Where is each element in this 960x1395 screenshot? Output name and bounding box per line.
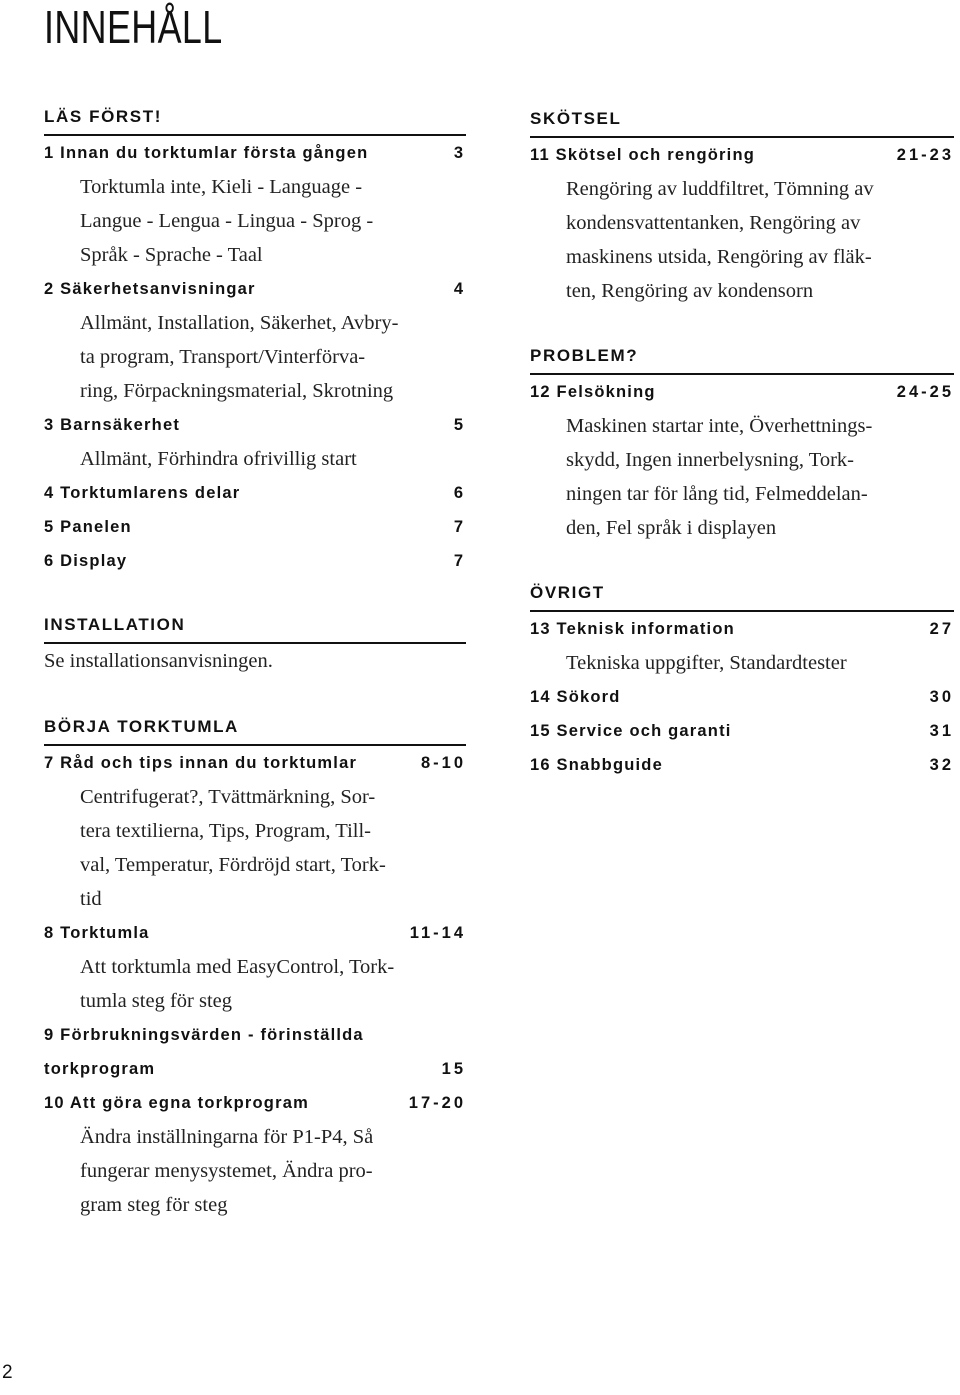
description-line: Tekniska uppgifter, Standardtester [566,652,847,674]
section-heading: ÖVRIGT [530,576,954,612]
toc-entry [44,1086,466,1120]
description-line: ten, Rengöring av kondensorn [566,280,814,302]
description-line: val, Temperatur, Fördröjd start, Tork- [80,854,386,876]
section-heading: BÖRJA TORKTUMLA [44,710,466,746]
toc-entry-title: 6 Display [44,552,128,570]
description-line: fungerar menysystemet, Ändra pro- [80,1160,373,1182]
toc-entry-page: 6 [453,484,466,502]
toc-entries [44,136,466,578]
toc-entry-title: 1 Innan du torktumlar första gången [44,144,369,162]
description-line: Torktumla inte, Kieli - Language - [80,176,363,198]
toc-entry [44,1052,466,1086]
toc-entry [530,612,954,646]
section-heading: PROBLEM? [530,339,954,375]
section-skotsel [530,102,954,308]
toc-entry-page: 7 [453,518,466,536]
page-title: INNEHÅLL [44,1,223,53]
toc-entry-title: 9 Förbrukningsvärden - förinställda [44,1026,364,1044]
toc-entries [530,138,954,308]
toc-entry-page: 24-25 [896,383,954,401]
toc-entry-page: 21-23 [896,146,954,164]
toc-entry-title: 2 Säkerhetsanvisningar [44,280,256,298]
toc-entry-title: 5 Panelen [44,518,132,536]
toc-entry-page: 11-14 [409,924,466,942]
description-line: maskinens utsida, Rengöring av fläk- [566,246,872,268]
toc-entry [44,272,466,306]
toc-entry-description [44,950,466,1018]
toc-entry-title: 8 Torktumla [44,924,150,942]
description-line: gram steg för steg [80,1194,228,1216]
description-line: Allmänt, Förhindra ofrivillig start [80,448,357,470]
toc-entry [44,1018,466,1052]
toc-entry [44,916,466,950]
section-installation [44,608,466,678]
toc-entry-page: 4 [453,280,466,298]
toc-entry [44,544,466,578]
toc-entry [44,746,466,780]
description-line: skydd, Ingen innerbelysning, Tork- [566,449,854,471]
description-line: den, Fel språk i displayen [566,517,777,539]
description-line: Centrifugerat?, Tvättmärkning, Sor- [80,786,376,808]
toc-entry-description [530,172,954,308]
description-line: Att torktumla med EasyControl, Tork- [80,956,395,978]
toc-entry-description [44,442,466,476]
section-heading: LÄS FÖRST! [44,100,466,136]
installation-note: Se installationsanvisningen. [44,650,273,672]
description-line: Langue - Lengua - Lingua - Sprog - [80,210,374,232]
description-line: Ändra inställningarna för P1-P4, Så [80,1126,374,1148]
toc-entry-title: 16 Snabbguide [530,756,663,774]
toc-entry-description [530,646,954,680]
toc-entry [530,748,954,782]
toc-entry-page: 8-10 [420,754,466,772]
toc-entry-description [44,1120,466,1222]
toc-entry-title: 4 Torktumlarens delar [44,484,241,502]
description-line: tid [80,888,102,910]
toc-entry [530,714,954,748]
toc-entry-page: 7 [453,552,466,570]
toc-entry [44,408,466,442]
toc-entry-description [530,409,954,545]
toc-entries [44,746,466,1222]
toc-entry [530,680,954,714]
toc-entry [44,510,466,544]
section-problem [530,339,954,545]
description-line: tumla steg för steg [80,990,233,1012]
toc-entry-description [44,780,466,916]
description-line: Maskinen startar inte, Överhettnings- [566,415,873,437]
description-line: kondensvattentanken, Rengöring av [566,212,861,234]
toc-entry [44,136,466,170]
toc-entries [530,612,954,782]
toc-entry [44,476,466,510]
toc-entry-title: 14 Sökord [530,688,621,706]
section-heading: SKÖTSEL [530,102,954,138]
toc-entry-page: 32 [929,756,954,774]
toc-entry-title: 13 Teknisk information [530,620,735,638]
toc-entry-title: 3 Barnsäkerhet [44,416,181,434]
section-heading: INSTALLATION [44,608,466,644]
page-number: 2 [2,1362,13,1383]
toc-entry-title: 11 Skötsel och rengöring [530,146,756,164]
description-line: ningen tar för lång tid, Felmeddelan- [566,483,868,505]
toc-entry-title: 10 Att göra egna torkprogram [44,1094,309,1112]
description-line: Språk - Sprache - Taal [80,244,263,266]
section-las-forst [44,100,466,578]
toc-entry-page: 15 [441,1060,466,1078]
toc-entry [530,375,954,409]
description-line: Allmänt, Installation, Säkerhet, Avbry- [80,312,399,334]
toc-entry-title: 7 Råd och tips innan du torktumlar [44,754,358,772]
toc-entry-page: 17-20 [408,1094,466,1112]
toc-entry-title: 12 Felsökning [530,383,656,401]
toc-entries [530,375,954,545]
toc-entry [530,138,954,172]
toc-entry-description [44,170,466,272]
toc-entry-title: 15 Service och garanti [530,722,732,740]
description-line: ring, Förpackningsmaterial, Skrotning [80,380,394,402]
toc-entry-title: torkprogram [44,1060,156,1078]
section-ovrigt [530,576,954,782]
description-line: ta program, Transport/Vinterförva- [80,346,366,368]
toc-entry-page: 27 [929,620,954,638]
description-line: Rengöring av luddfiltret, Tömning av [566,178,874,200]
section-borja-torktumla [44,710,466,1222]
toc-entry-page: 3 [453,144,466,162]
toc-entry-description [44,306,466,408]
toc-entry-page: 5 [453,416,466,434]
toc-entry-page: 31 [929,722,954,740]
toc-entry-page: 30 [929,688,954,706]
description-line: tera textilierna, Tips, Program, Till- [80,820,371,842]
